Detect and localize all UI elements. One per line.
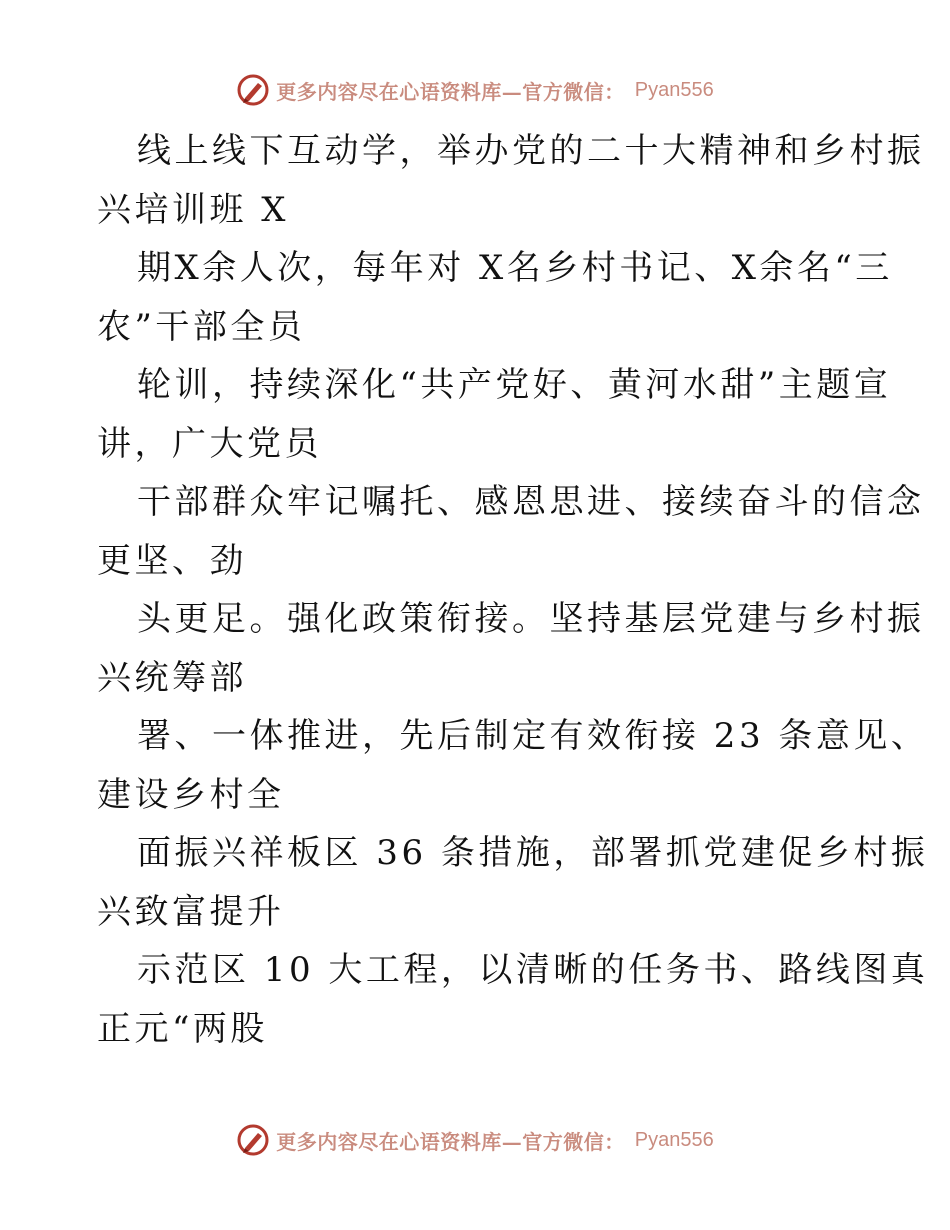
watermark-handle: Pyan556 xyxy=(634,78,714,101)
red-pen-circle-logo-icon xyxy=(236,1123,270,1157)
body-line: 署、一体推进，先后制定有效衔接 23 条意见、 xyxy=(137,716,929,756)
body-line: 农”干部全员 xyxy=(97,306,306,347)
watermark-group xyxy=(236,73,713,107)
body-line: 兴培训班 X xyxy=(97,189,290,230)
watermark-group xyxy=(236,1123,713,1157)
body-line: 兴致富提升 xyxy=(97,891,285,932)
body-line: 建设乡村全 xyxy=(97,774,285,815)
body-line: 头更足。强化政策衔接。坚持基层党建与乡村振 xyxy=(137,599,925,639)
body-line: 线上线下互动学，举办党的二十大精神和乡村振 xyxy=(137,131,925,171)
watermark-text: 更多内容尽在心语资料库—官方微信： xyxy=(276,79,625,104)
body-line: 轮训，持续深化“共产党好、黄河水甜”主题宣 xyxy=(137,365,892,405)
body-line: 干部群众牢记嘱托、感恩思进、接续奋斗的信念 xyxy=(137,482,925,522)
body-line: 面振兴祥板区 36 条措施，部署抓党建促乡村振 xyxy=(137,833,929,873)
body-line: 正元“两股 xyxy=(97,1008,268,1049)
header-watermark xyxy=(0,70,950,110)
watermark-handle: Pyan556 xyxy=(634,1128,714,1151)
document-body xyxy=(97,122,929,1058)
watermark-text: 更多内容尽在心语资料库—官方微信： xyxy=(276,1129,625,1154)
red-pen-circle-logo-icon xyxy=(236,73,270,107)
footer-watermark xyxy=(0,1120,950,1160)
body-line: 兴统筹部 xyxy=(97,657,247,698)
body-line: 示范区 10 大工程，以清晰的任务书、路线图真 xyxy=(137,950,929,990)
body-line: 更坚、劲 xyxy=(97,540,247,581)
body-line: 期X余人次，每年对 X名乡村书记、X余名“三 xyxy=(137,248,893,288)
body-line: 讲，广大党员 xyxy=(97,423,322,464)
